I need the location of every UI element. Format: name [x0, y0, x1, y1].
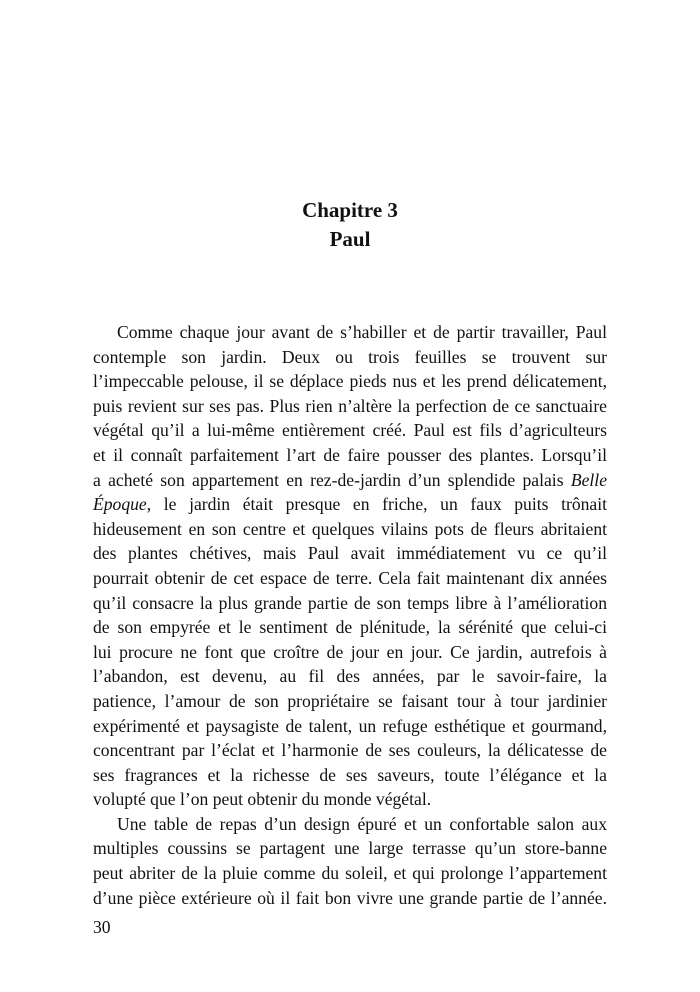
text-line: [93, 468, 607, 493]
text-segment: a acheté son appartement en rez-de-jardin d’un splendide palais: [93, 469, 564, 490]
italic-term: Belle: [570, 469, 608, 490]
text-line: végétal qu’il a lui-même entièrement créé. Paul est fils d’agriculteurs: [93, 420, 607, 441]
text-line: Comme chaque jour avant de s’habiller et de partir travailler, Paul: [117, 322, 607, 342]
text-line: patience, l’amour de son propriétaire se faisant tour à tour jardinier: [93, 690, 607, 711]
paragraph-1: [93, 320, 607, 812]
text-line: ses fragrances et la richesse de ses saveurs, toute l’élégance et la: [93, 764, 607, 785]
chapter-number: Chapitre 3: [302, 198, 398, 222]
paragraph-2: [93, 812, 607, 910]
text-line: volupté que l’on peut obtenir du monde végétal.: [93, 789, 432, 810]
text-line: contemple son jardin. Deux ou trois feuilles se trouvent sur: [93, 346, 607, 367]
text-line: hideusement en son centre et quelques vilains pots de fleurs abritaient: [93, 518, 607, 539]
body-text: [93, 320, 607, 910]
chapter-heading: [0, 196, 700, 254]
text-line: [93, 492, 607, 517]
text-line: lui procure ne font que croître de jour en jour. Ce jardin, autrefois à: [93, 641, 607, 662]
text-line: pourrait obtenir de cet espace de terre. Cela fait maintenant dix années: [93, 567, 607, 588]
text-line: expérimenté et paysagiste de talent, un refuge esthétique et gourmand,: [93, 715, 607, 736]
text-line: de son empyrée et le sentiment de plénitude, la sérénité que celui-ci: [93, 617, 607, 638]
page-number: 30: [93, 917, 111, 937]
text-line: multiples coussins se partagent une large terrasse qu’un store-banne: [93, 838, 607, 859]
text-line: et il connaît parfaitement l’art de faire pousser des plantes. Lorsqu’il: [93, 444, 607, 465]
text-line: Une table de repas d’un design épuré et un confortable salon aux: [117, 813, 607, 834]
text-line: puis revient sur ses pas. Plus rien n’altère la perfection de ce sanctuaire: [93, 395, 607, 416]
text-line: l’impeccable pelouse, il se déplace pieds nus et les prend délicatement,: [93, 371, 607, 392]
italic-term: Époque: [93, 494, 147, 515]
text-segment: , le jardin était presque en friche, un faux puits trônait: [146, 494, 607, 515]
text-line: des plantes chétives, mais Paul avait immédiatement vu ce qu’il: [93, 543, 607, 564]
text-line: concentrant par l’éclat et l’harmonie de ses couleurs, la délicatesse de: [93, 740, 607, 761]
text-line: d’une pièce extérieure où il fait bon vivre une grande partie de l’année.: [93, 887, 607, 908]
chapter-title: Paul: [329, 227, 371, 251]
text-line: qu’il consacre la plus grande partie de son temps libre à l’amélioration: [93, 592, 607, 613]
text-line: l’abandon, est devenu, au fil des années, par le savoir-faire, la: [93, 666, 607, 687]
text-line: peut abriter de la pluie comme du soleil, et qui prolonge l’appartement: [93, 863, 607, 884]
